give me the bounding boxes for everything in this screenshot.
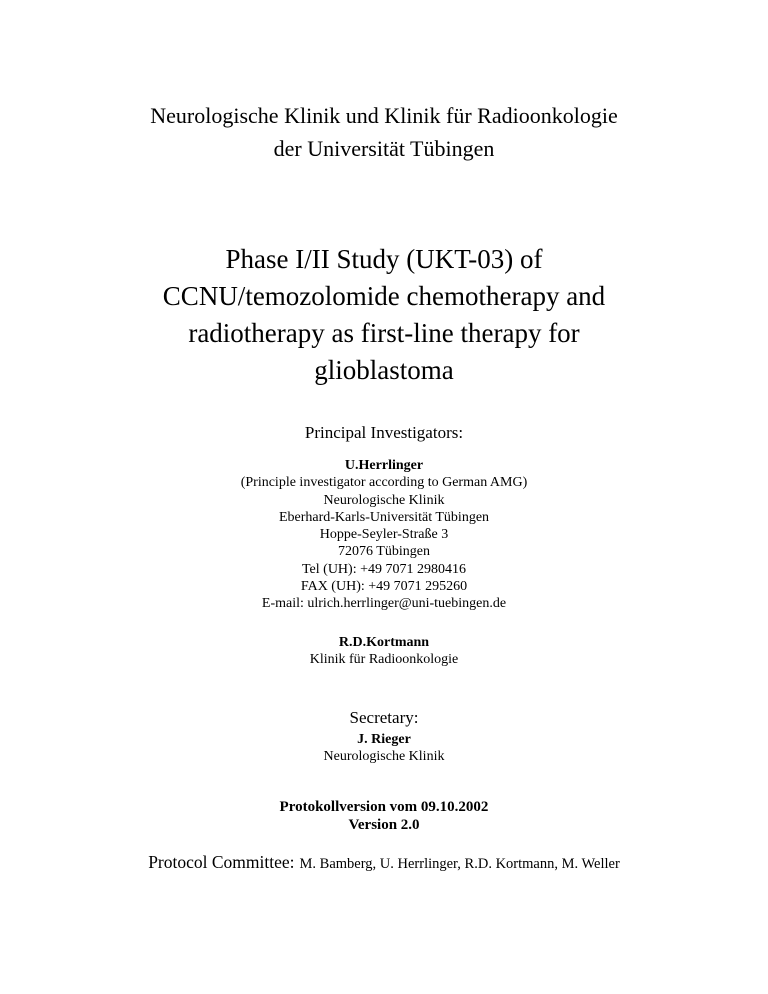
study-title-line: Phase I/II Study (UKT-03) of: [225, 244, 543, 274]
principal-investigators-heading: Principal Investigators:: [304, 423, 464, 442]
principal-investigator-1: [0, 457, 768, 613]
study-title-line: glioblastoma: [314, 355, 454, 385]
investigator-phone: Tel (UH): +49 7071 2980416: [301, 561, 466, 577]
principal-investigator-2: [0, 634, 768, 669]
institution-header: [0, 99, 768, 165]
protocol-committee: [0, 851, 768, 875]
secretary-section: [0, 707, 768, 766]
secretary-heading: Secretary:: [349, 708, 419, 727]
investigator-email: E-mail: ulrich.herrlinger@uni-tuebingen.de: [261, 596, 507, 612]
investigator-university: Eberhard-Karls-Universität Tübingen: [278, 509, 490, 525]
investigator-department: Klinik für Radioonkologie: [309, 652, 459, 668]
investigator-city: 72076 Tübingen: [338, 544, 430, 560]
study-title-line: radiotherapy as first-line therapy for: [188, 318, 580, 348]
investigator-fax: FAX (UH): +49 7071 295260: [300, 579, 468, 595]
secretary-department: Neurologische Klinik: [323, 749, 445, 765]
protocol-version-date: Protokollversion vom 09.10.2002: [279, 799, 489, 815]
protocol-committee-label: Protocol Committee:: [148, 852, 295, 872]
investigator-department: Neurologische Klinik: [323, 492, 445, 508]
study-title: [0, 241, 768, 389]
institution-header-line: der Universität Tübingen: [273, 136, 495, 161]
investigator-name: U.Herrlinger: [344, 458, 424, 473]
investigator-role: (Principle investigator according to German AMG): [240, 475, 528, 491]
investigator-street: Hoppe-Seyler-Straße 3: [319, 527, 449, 543]
institution-header-line: Neurologische Klinik und Klinik für Radioonkologie: [150, 103, 618, 128]
protocol-version-number: Version 2.0: [348, 816, 420, 833]
protocol-committee-members: M. Bamberg, U. Herrlinger, R.D. Kortmann, M. Weller: [299, 856, 620, 872]
protocol-version: [0, 799, 768, 834]
investigator-name: R.D.Kortmann: [338, 635, 430, 650]
study-title-line: CCNU/temozolomide chemotherapy and: [162, 281, 606, 311]
secretary-name: J. Rieger: [357, 732, 411, 747]
